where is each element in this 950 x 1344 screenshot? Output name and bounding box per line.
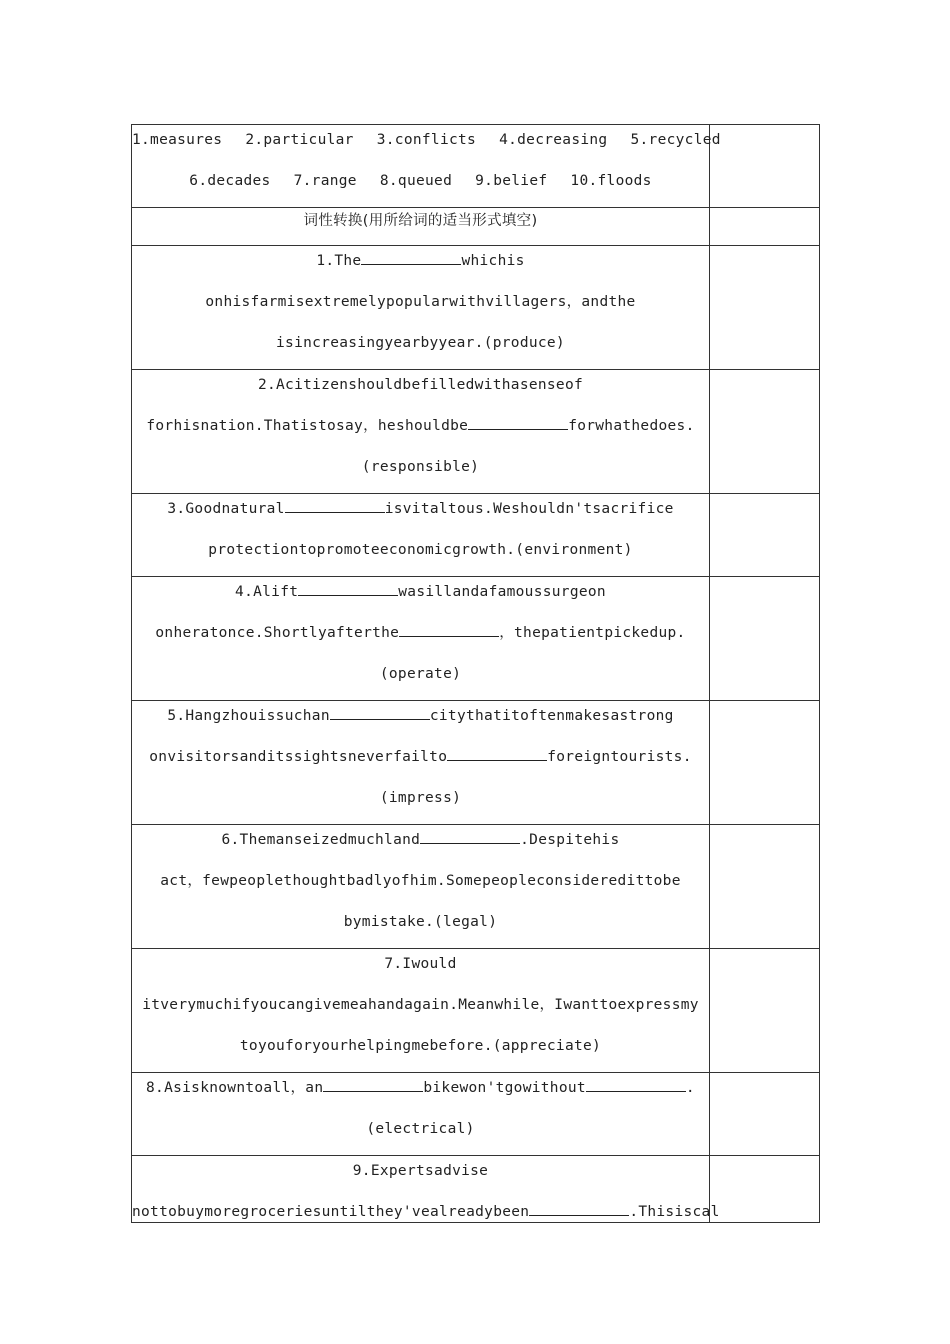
question-row-4: [132, 577, 820, 701]
blank[interactable]: [298, 579, 398, 596]
question-row-8: [132, 1073, 820, 1156]
answers-row: [132, 125, 820, 208]
question-row-3: [132, 494, 820, 577]
exercise-table: [131, 124, 820, 1223]
blank[interactable]: [399, 620, 499, 637]
answers-line-2: 6.decades 7.range 8.queued 9.belief 10.floods: [189, 173, 652, 189]
blank[interactable]: [285, 496, 385, 513]
question-row-7: [132, 949, 820, 1073]
answers-line-1: 1.measures 2.particular 3.conflicts 4.decreasing 5.recycled: [132, 132, 721, 148]
blank[interactable]: [529, 1199, 629, 1216]
question-8: 8.Asisknowntoall，an bikewon'tgowithout . (electrical): [132, 1073, 710, 1156]
blank[interactable]: [330, 703, 430, 720]
section-title: 词性转换(用所给词的适当形式填空): [132, 208, 710, 246]
question-7: 7.Iwould itverymuchifyoucangivemeahandagain.Meanwhile，Iwanttoexpressmy toyouforyourhelpingmebefore.(appreciate): [132, 949, 710, 1073]
section-title-row: [132, 208, 820, 246]
blank[interactable]: [323, 1075, 423, 1092]
question-5: 5.Hangzhouissuchan citythatitoftenmakesastrong onvisitorsanditssightsneverfailto foreigntourists. (impress): [132, 701, 710, 825]
question-row-2: [132, 370, 820, 494]
blank[interactable]: [468, 413, 568, 430]
blank[interactable]: [447, 744, 547, 761]
blank[interactable]: [586, 1075, 686, 1092]
blank[interactable]: [420, 827, 520, 844]
question-4: 4.Alift wasillandafamoussurgeon onheratonce.Shortlyafterthe ，thepatientpickedup. (operate): [132, 577, 710, 701]
answers-side-cell: [710, 125, 820, 208]
question-row-5: [132, 701, 820, 825]
question-row-6: [132, 825, 820, 949]
question-2: 2.Acitizenshouldbefilledwithasenseof forhisnation.Thatistosay，heshouldbe forwhathedoes. (responsible): [132, 370, 710, 494]
question-row-9: [132, 1156, 820, 1223]
question-9: 9.Expertsadvise nottobuymoregroceriesuntilthey'vealreadybeen .Thisiscal: [132, 1156, 710, 1223]
blank[interactable]: [361, 248, 461, 265]
question-row-1: [132, 246, 820, 370]
question-1: 1.The whichis onhisfarmisextremelypopularwithvillagers，andthe isincreasingyearbyyear.(produce): [132, 246, 710, 370]
question-3: 3.Goodnatural isvitaltous.Weshouldn'tsacrifice protectiontopromoteeconomicgrowth.(environment): [132, 494, 710, 577]
question-6: 6.Themanseizedmuchland .Despitehis act，fewpeoplethoughtbadlyofhim.Somepeopleconsideredittobe bymistake.(legal): [132, 825, 710, 949]
answers-cell: [132, 125, 721, 208]
